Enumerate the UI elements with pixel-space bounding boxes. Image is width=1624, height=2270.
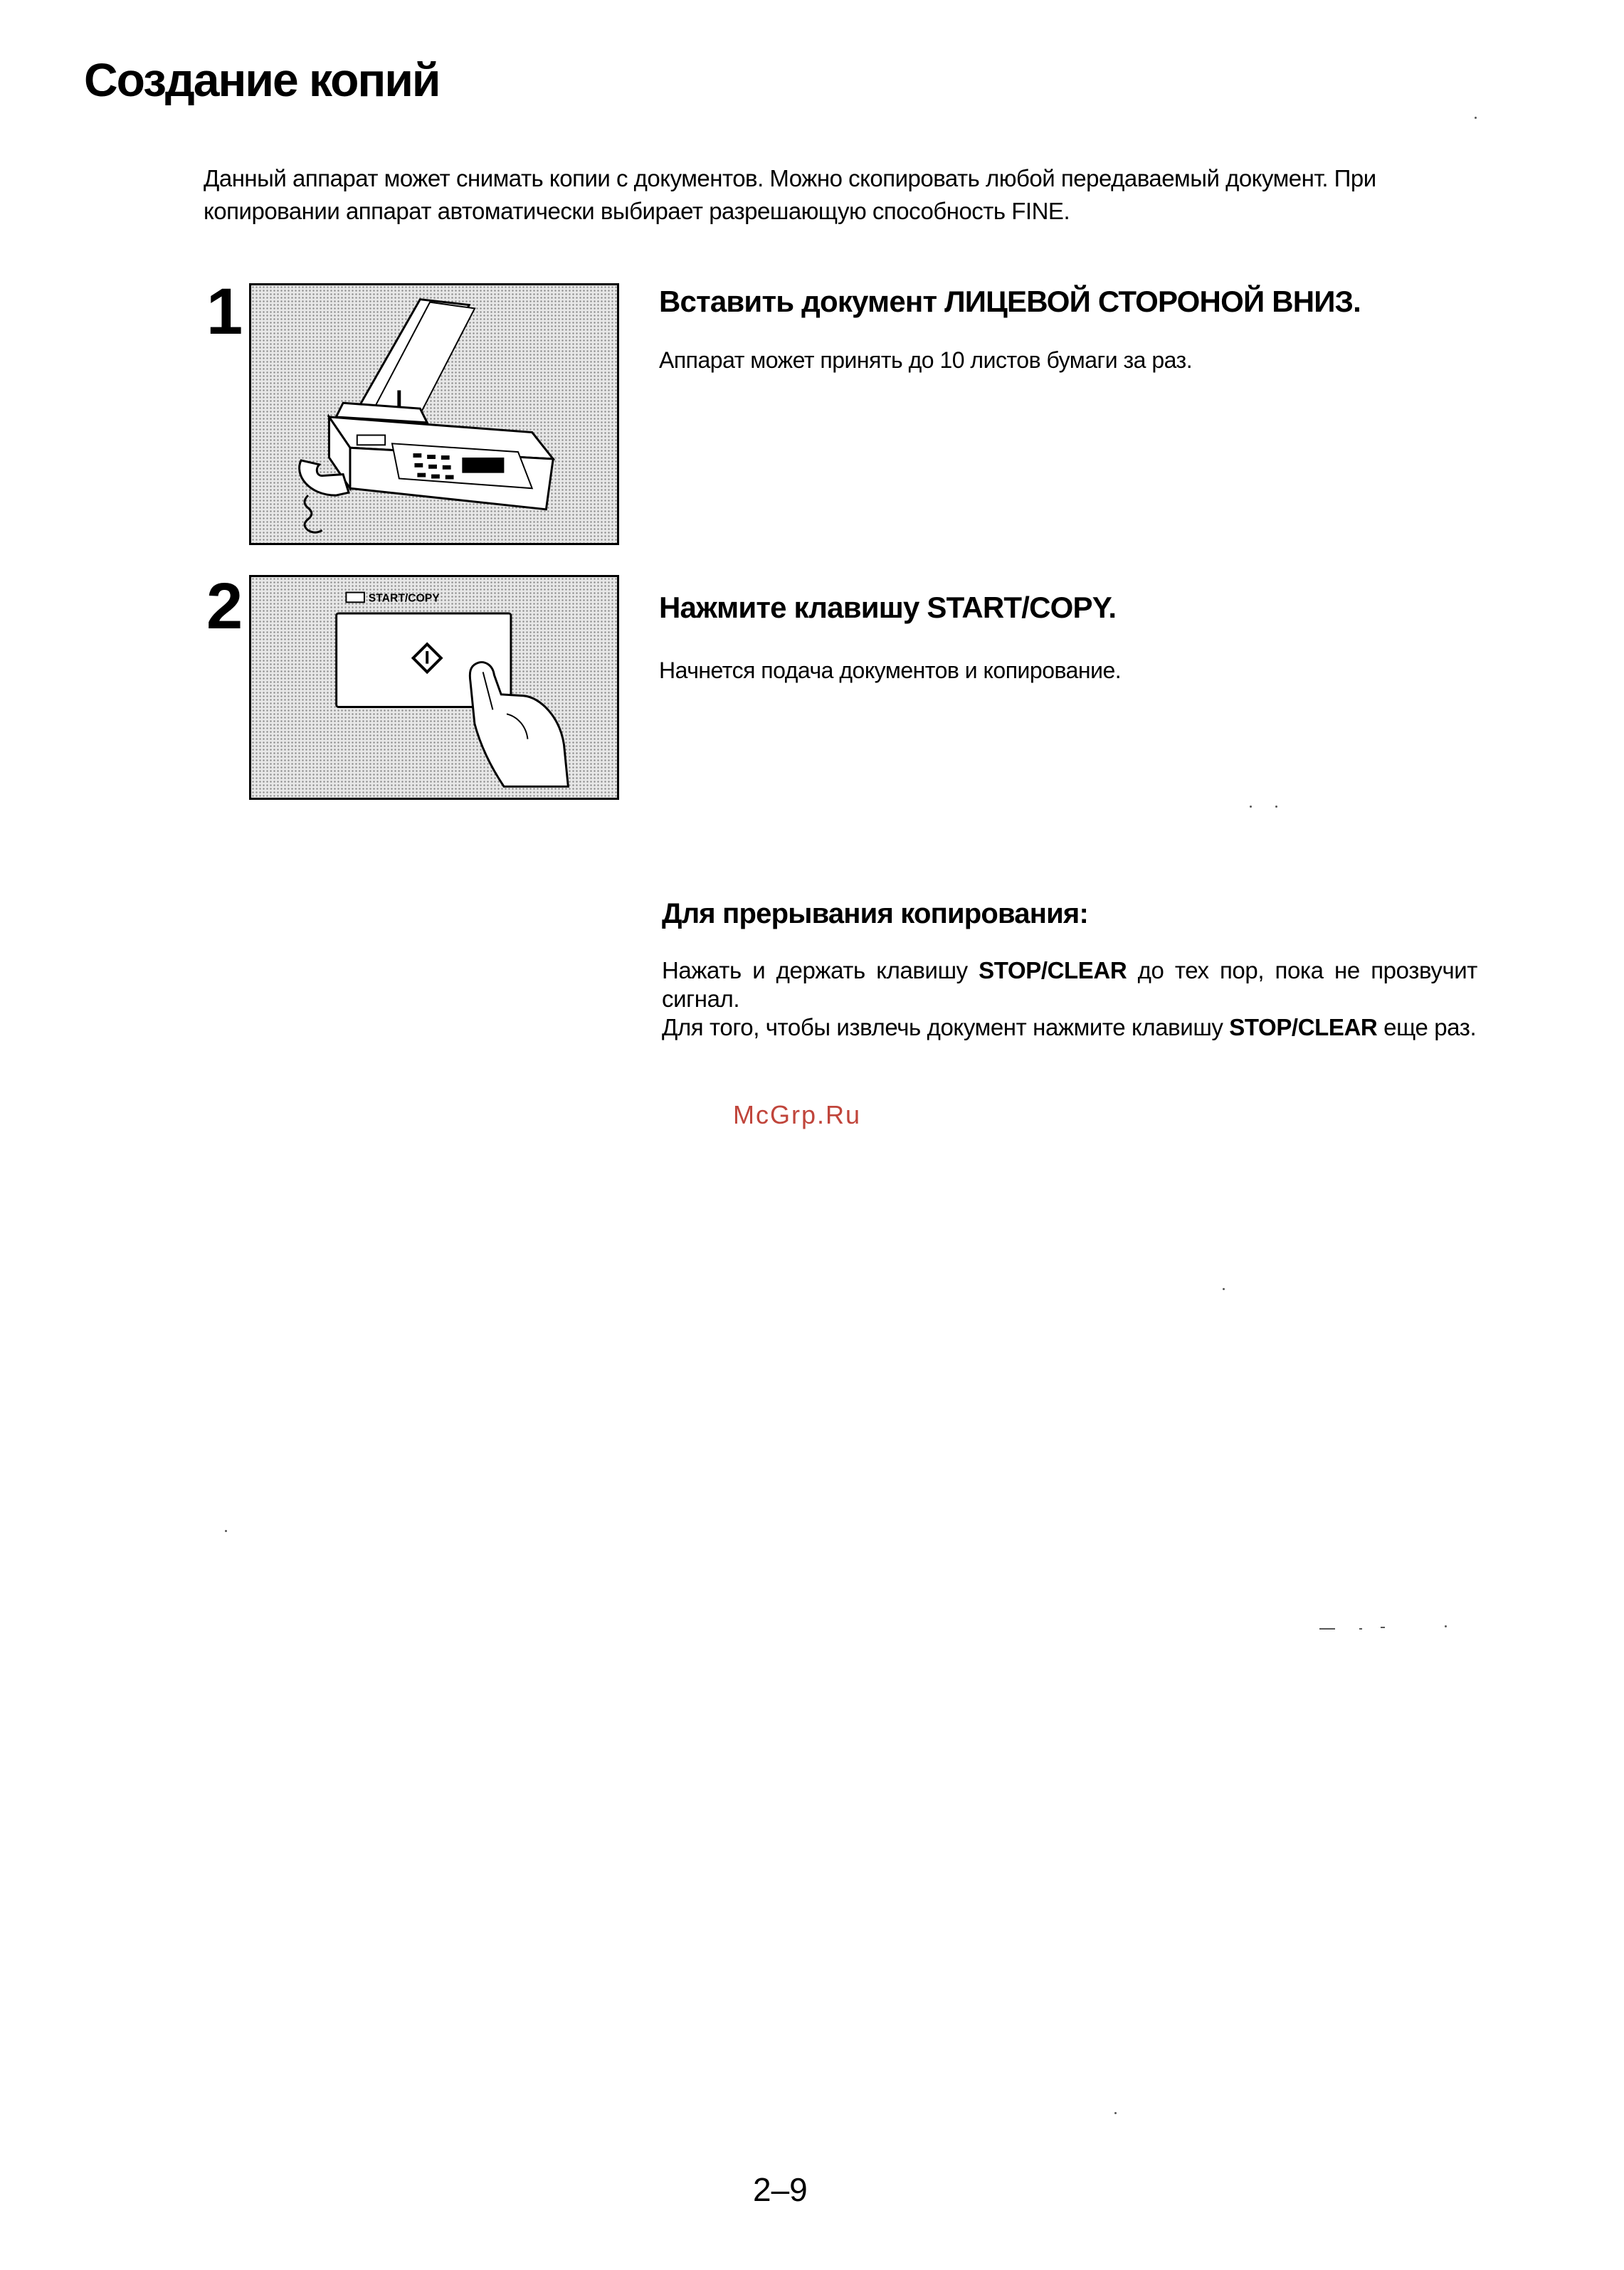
scan-speck — [1319, 1628, 1335, 1630]
step-2-text: Начнется подача документов и копирование. — [659, 658, 1122, 683]
scan-speck — [1275, 806, 1277, 808]
scan-speck — [1445, 1625, 1447, 1627]
step-1-heading: Вставить документ ЛИЦЕВОЙ СТОРОНОЙ ВНИЗ. — [659, 285, 1361, 318]
scan-speck — [1223, 1288, 1225, 1290]
step-2-number: 2 — [206, 570, 243, 643]
interrupt-p2-prefix: Для того, чтобы извлечь документ нажмите клавишу — [662, 1014, 1230, 1040]
interrupt-p2-key: STOP/CLEAR — [1229, 1014, 1378, 1040]
step-2-button-illustration — [249, 575, 619, 800]
step-2-heading-suffix: . — [1108, 591, 1117, 624]
start-copy-button-illustration — [251, 577, 617, 798]
scan-speck — [1381, 1627, 1385, 1628]
scan-speck — [1359, 1628, 1362, 1630]
step-1-number: 1 — [206, 275, 243, 348]
scan-speck — [1475, 117, 1477, 119]
page-title: Создание копий — [84, 53, 440, 106]
page-number: 2–9 — [753, 2171, 808, 2208]
step-2-heading-prefix: Нажмите клавишу — [659, 591, 927, 624]
step-1-fax-illustration — [249, 283, 619, 545]
interrupt-p1-key: STOP/CLEAR — [979, 957, 1127, 983]
interrupt-p2-suffix: еще раз. — [1377, 1014, 1477, 1040]
fax-machine-icon — [251, 285, 617, 543]
step-1-text: Аппарат может принять до 10 листов бумаги за раз. — [659, 347, 1193, 373]
intro-paragraph: Данный аппарат может снимать копии с документов. Можно скопировать любой передаваемый документ. При копировании аппарат автоматически выбирает разрешающую способность FINE. — [204, 165, 1376, 224]
watermark: McGrp.Ru — [733, 1100, 862, 1129]
scan-speck — [225, 1530, 227, 1532]
step-2-heading — [659, 591, 1116, 625]
scan-speck — [1114, 2112, 1117, 2114]
interrupt-heading: Для прерывания копирования: — [662, 898, 1088, 929]
panel-label: START/COPY — [368, 592, 440, 605]
scan-speck — [1250, 806, 1252, 808]
interrupt-p1-prefix: Нажать и держать клавишу — [662, 957, 979, 983]
interrupt-paragraph — [662, 956, 1477, 1042]
step-2-heading-key: START/COPY — [927, 591, 1109, 624]
interrupt-p1-suffix: до тех пор, пока не прозвучит сигнал. — [662, 957, 1477, 1012]
